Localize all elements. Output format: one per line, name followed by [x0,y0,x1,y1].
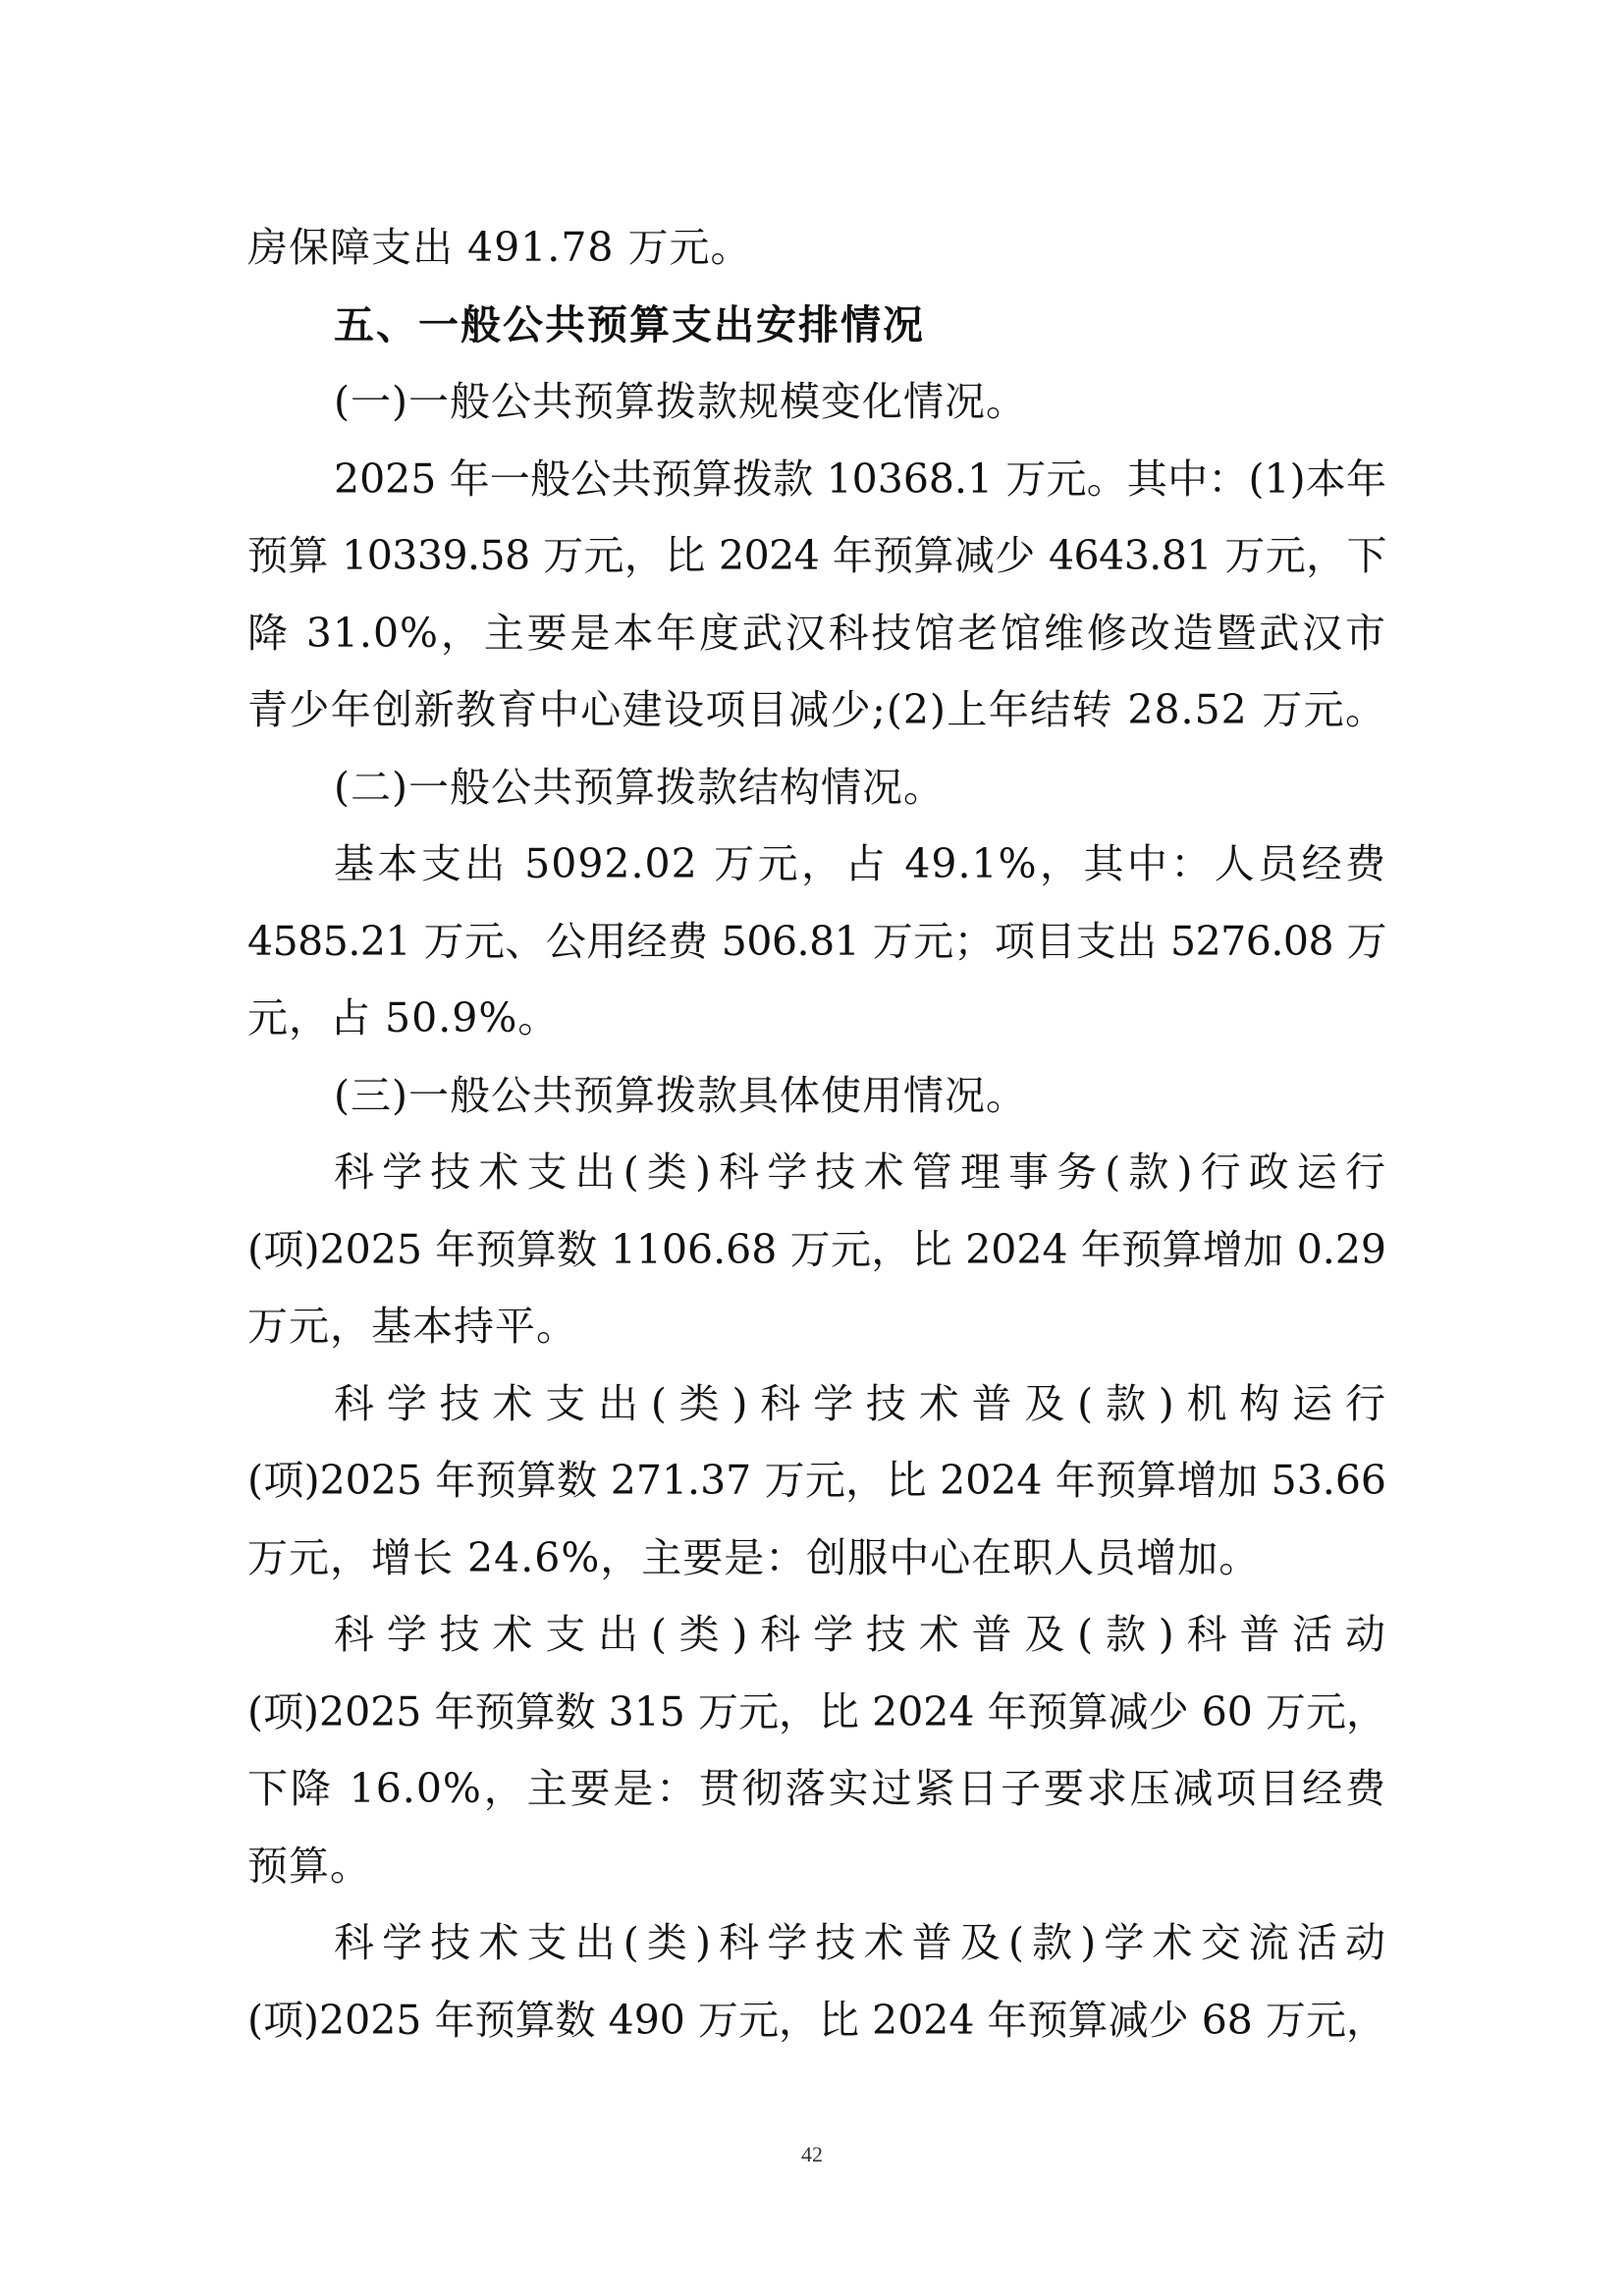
text-line: 科学技术支出(类)科学技术普及(款)科普活动 [334,1611,1386,1658]
text-line: 2025 年一般公共预算拨款 10368.1 万元。其中：(1)本年 [334,454,1386,503]
text-line: 元，占 50.9%。 [247,994,560,1041]
text-line: 4585.21 万元、公用经费 506.81 万元；项目支出 5276.08 万 [247,917,1386,965]
text-line: 预算 10339.58 万元，比 2024 年预算减少 4643.81 万元，下 [247,532,1386,579]
subsection-heading: (一)一般公共预算拨款规模变化情况。 [334,378,1027,425]
subsection-heading: (三)一般公共预算拨款具体使用情况。 [334,1071,1027,1119]
text-line: 万元，基本持平。 [247,1303,577,1350]
text-line: 万元，增长 24.6%，主要是：创服中心在职人员增加。 [247,1533,1261,1581]
text-line: (项)2025 年预算数 490 万元，比 2024 年预算减少 68 万元， [247,1996,1386,2044]
text-line: 降 31.0%，主要是本年度武汉科技馆老馆维修改造暨武汉市 [247,609,1386,657]
text-line: (项)2025 年预算数 271.37 万元，比 2024 年预算增加 53.66 [247,1457,1386,1504]
subsection-heading: (二)一般公共预算拨款结构情况。 [334,763,945,811]
text-line: (项)2025 年预算数 1106.68 万元，比 2024 年预算增加 0.29 [247,1225,1386,1273]
page-number: 42 [801,2142,823,2166]
section-heading: 五、一般公共预算支出安排情况 [334,300,925,348]
text-line: 预算。 [247,1842,371,1890]
text-line: (项)2025 年预算数 315 万元，比 2024 年预算减少 60 万元， [247,1687,1386,1735]
text-line: 科学技术支出(类)科学技术管理事务(款)行政运行 [334,1148,1386,1196]
document-body [247,209,1386,2058]
text-line: 青少年创新教育中心建设项目减少;(2)上年结转 28.52 万元。 [247,686,1386,733]
text-line: 科学技术支出(类)科学技术普及(款)机构运行 [334,1379,1386,1427]
text-line: 科学技术支出(类)科学技术普及(款)学术交流活动 [334,1919,1386,1966]
text-line: 房保障支出 491.78 万元。 [247,224,752,271]
text-line: 基本支出 5092.02 万元，占 49.1%，其中：人员经费 [334,840,1386,887]
text-line: 下降 16.0%，主要是：贯彻落实过紧日子要求压减项目经费 [247,1765,1386,1812]
